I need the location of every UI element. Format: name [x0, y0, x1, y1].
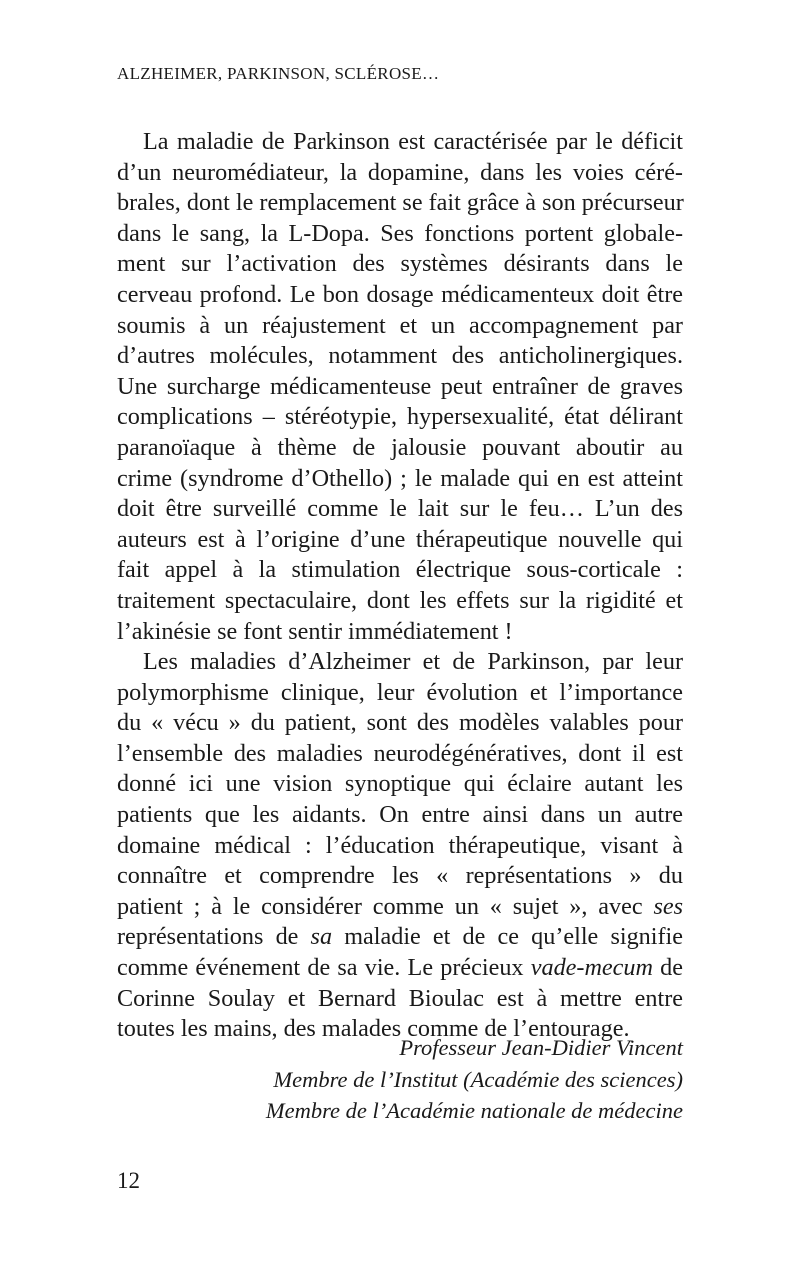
signature-block — [266, 1032, 683, 1127]
text-line — [117, 922, 683, 953]
text-line: l’akinésie se font sentir immédiatement ! — [117, 617, 513, 645]
italic-emphasis: sa — [310, 923, 333, 951]
text-line: soumis à un réajustement et un accompagnement par — [117, 311, 683, 339]
text-line: connaître et comprendre les « représentations » du — [117, 862, 683, 890]
text-line: d’autres molécules, notamment des anticholinergiques. — [117, 342, 683, 370]
text-line: donné ici une vision synoptique qui éclaire autant les — [117, 770, 683, 798]
paragraph-1 — [117, 127, 683, 647]
page-number: 12 — [117, 1168, 140, 1193]
text-line — [117, 892, 683, 923]
text-line: complications – stéréotypie, hypersexualité, état délirant — [117, 403, 683, 431]
text-line: cerveau profond. Le bon dosage médicamenteux doit être — [117, 280, 683, 308]
text-line: traitement spectaculaire, dont les effets sur la rigidité et — [117, 586, 683, 614]
text-line: fait appel à la stimulation électrique sous-corticale : — [117, 556, 683, 584]
text-line: polymorphisme clinique, leur évolution et l’importance — [117, 678, 683, 706]
italic-emphasis: ses — [653, 892, 683, 920]
running-head: ALZHEIMER, PARKINSON, SCLÉROSE… — [117, 64, 440, 83]
text-line: auteurs est à l’origine d’une thérapeutique nouvelle qui — [117, 525, 683, 553]
text-segment: représentations de — [117, 923, 311, 951]
text-segment: de — [652, 954, 683, 982]
italic-emphasis: vade-mecum — [530, 954, 653, 982]
text-line: d’un neuromédiateur, la dopamine, dans les voies céré- — [117, 158, 683, 186]
signature-title: Membre de l’Institut (Académie des sciences) — [273, 1066, 683, 1092]
signature-title: Membre de l’Académie nationale de médecine — [265, 1098, 683, 1123]
text-line: du « vécu » du patient, sont des modèles valables pour — [117, 709, 683, 737]
signature-name: Professeur Jean-Didier Vincent — [399, 1035, 683, 1060]
text-line: paranoïaque à thème de jalousie pouvant aboutir au — [117, 433, 683, 461]
text-line — [117, 953, 683, 984]
text-line: brales, dont le remplacement se fait grâce à son précurseur — [117, 189, 684, 217]
paragraph-2 — [117, 647, 683, 1045]
text-line: crime (syndrome d’Othello) ; le malade qui en est atteint — [117, 464, 683, 492]
text-segment: maladie et de ce qu’elle signifie — [332, 923, 683, 951]
body-text — [117, 127, 683, 1045]
text-segment: comme événement de sa vie. Le précieux — [117, 954, 531, 982]
text-line: La maladie de Parkinson est caractérisée par le déficit — [143, 128, 683, 155]
text-segment: patient ; à le considérer comme un « sujet », avec — [117, 892, 654, 920]
text-line: dans le sang, la L-Dopa. Ses fonctions portent globale- — [117, 219, 683, 247]
text-line: Une surcharge médicamenteuse peut entraîner de graves — [117, 372, 683, 400]
text-line: patients que les aidants. On entre ainsi dans un autre — [117, 801, 683, 829]
text-line: domaine médical : l’éducation thérapeutique, visant à — [117, 831, 683, 859]
text-line: toutes les mains, des malades comme de l’entourage. — [117, 1015, 630, 1043]
text-line: Les maladies d’Alzheimer et de Parkinson, par leur — [143, 648, 683, 676]
text-line: Corinne Soulay et Bernard Bioulac est à mettre entre — [117, 984, 683, 1012]
text-line: l’ensemble des maladies neurodégénératives, dont il est — [117, 739, 683, 767]
text-line: ment sur l’activation des systèmes désirants dans le — [117, 250, 683, 278]
text-line: doit être surveillé comme le lait sur le feu… L’un des — [117, 495, 683, 523]
